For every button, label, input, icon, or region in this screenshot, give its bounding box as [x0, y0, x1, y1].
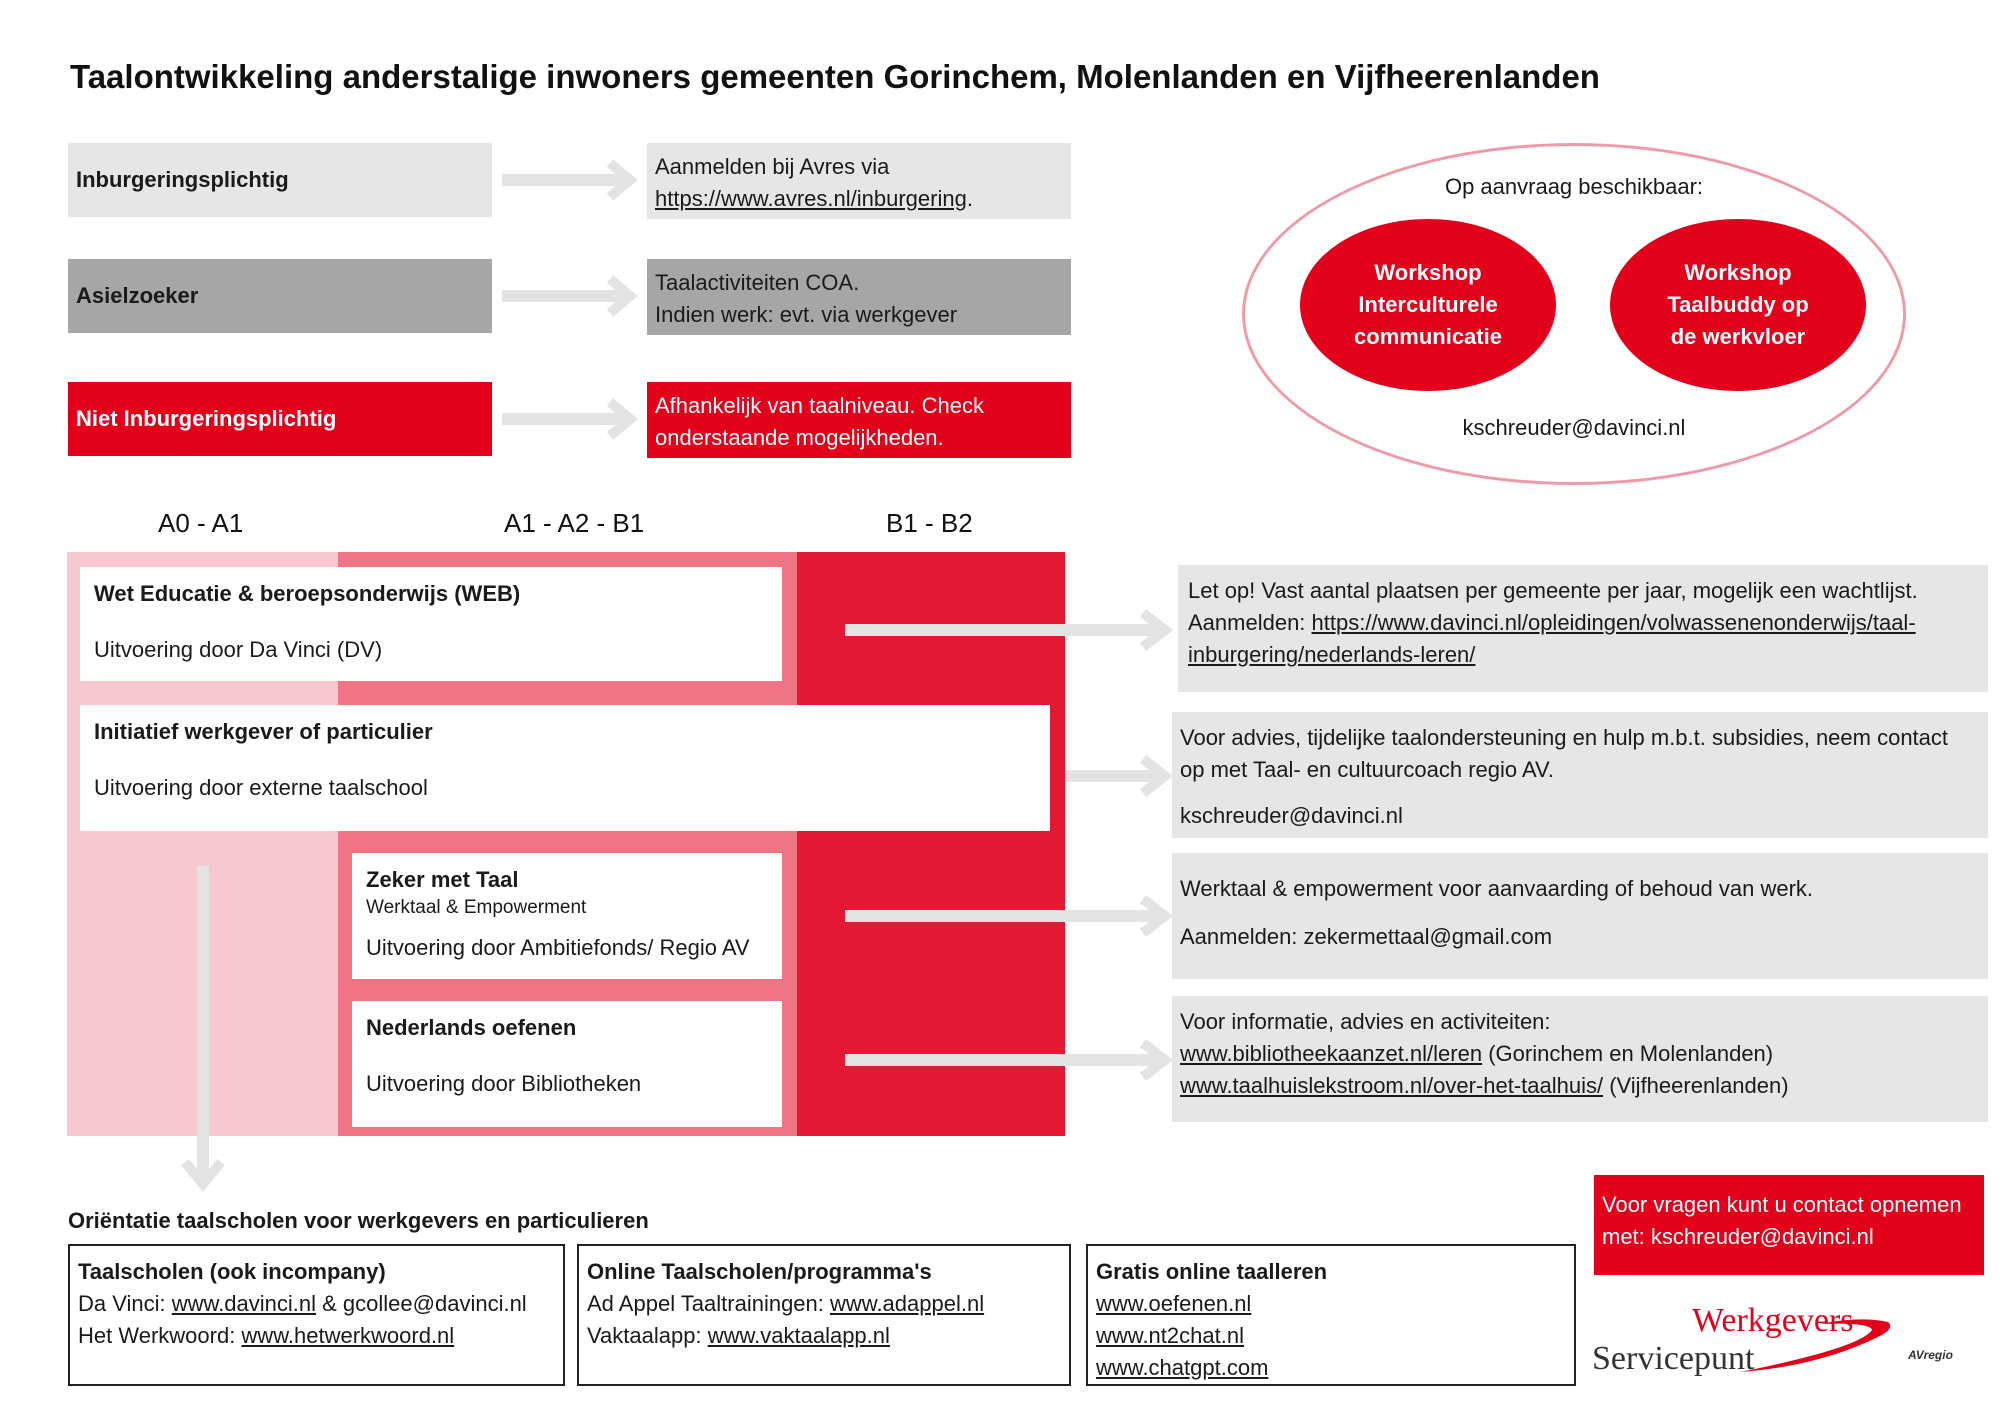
info-inburgeringsplichtig	[647, 143, 1071, 219]
info-prefix: Aanmelden:	[1188, 610, 1312, 635]
page-title: Taalontwikkeling anderstalige inwoners gemeenten Gorinchem, Molenlanden en Vijfheerenlanden	[70, 58, 1600, 95]
hetwerkwoord-link[interactable]: www.hetwerkwoord.nl	[241, 1323, 455, 1348]
workshop-line: Workshop	[1684, 260, 1792, 285]
orientation-prefix: Da Vinci:	[78, 1291, 172, 1316]
info-suffix: (Vijfheerenlanden)	[1603, 1073, 1789, 1098]
program-detail: Uitvoering door Bibliotheken	[366, 1071, 642, 1096]
orientation-title: Gratis online taalleren	[1096, 1259, 1328, 1284]
arrow-down-icon	[182, 866, 224, 1196]
workshop-taalbuddy[interactable]	[1610, 219, 1866, 391]
werkgevers-servicepunt-logo	[1590, 1300, 1953, 1390]
workshop-line: Workshop	[1374, 260, 1482, 285]
oefenen-link[interactable]: www.oefenen.nl	[1096, 1291, 1252, 1316]
info-line: Voor advies, tijdelijke taalondersteuning en hulp m.b.t. subsidies, neem contact	[1180, 725, 1949, 750]
info-line: onderstaande mogelijkheden.	[655, 425, 944, 450]
vaktaalapp-link[interactable]: www.vaktaalapp.nl	[707, 1323, 890, 1348]
workshops-header: Op aanvraag beschikbaar:	[1444, 174, 1704, 199]
info-asielzoeker	[647, 259, 1071, 335]
info-line: Indien werk: evt. via werkgever	[655, 302, 958, 327]
info-line: Aanmelden bij Avres via	[655, 154, 890, 179]
workshop-line: Interculturele	[1358, 292, 1498, 317]
taalhuis-link[interactable]: www.taalhuislekstroom.nl/over-het-taalhuis/	[1180, 1073, 1604, 1098]
orientation-suffix: & gcollee@davinci.nl	[316, 1291, 527, 1316]
program-title: Wet Educatie & beroepsonderwijs (WEB)	[94, 581, 521, 606]
info-niet-inburgeringsplichtig	[647, 382, 1071, 458]
chatgpt-link[interactable]: www.chatgpt.com	[1096, 1355, 1269, 1380]
arrow-right-icon	[500, 160, 640, 200]
program-web	[80, 567, 782, 681]
orientation-prefix: Het Werkwoord:	[78, 1323, 242, 1348]
program-title: Nederlands oefenen	[366, 1015, 577, 1040]
info-line: op met Taal- en cultuurcoach regio AV.	[1180, 757, 1554, 782]
bibliotheek-link[interactable]: www.bibliotheekaanzet.nl/leren	[1180, 1041, 1483, 1066]
info-line: Voor informatie, advies en activiteiten:	[1180, 1009, 1551, 1034]
workshop-line: de werkvloer	[1670, 324, 1806, 349]
orientation-title: Online Taalscholen/programma's	[587, 1259, 932, 1284]
arrow-right-icon	[1065, 756, 1175, 796]
info-web	[1178, 565, 1988, 692]
info-line: Taalactiviteiten COA.	[655, 270, 860, 295]
program-subtitle: Werktaal & Empowerment	[366, 897, 587, 918]
label-inburgeringsplichtig: Inburgeringsplichtig	[68, 143, 492, 217]
orientation-title: Taalscholen (ook incompany)	[78, 1259, 386, 1284]
arrow-right-icon	[845, 610, 1175, 650]
davinci-website-link[interactable]: www.davinci.nl	[171, 1291, 317, 1316]
info-line: Let op! Vast aantal plaatsen per gemeente per jaar, mogelijk een wachtlijst.	[1188, 578, 1918, 603]
logo-werkgevers: Werkgevers	[1692, 1302, 1854, 1339]
workshops-contact: kschreuder@davinci.nl	[1462, 415, 1686, 440]
logo-servicepunt: Servicepunt	[1592, 1340, 1755, 1377]
program-zeker-met-taal	[352, 853, 782, 979]
level-a1-b1: A1 - A2 - B1	[504, 508, 645, 538]
orientation-heading: Oriëntatie taalscholen voor werkgevers en particulieren	[68, 1208, 649, 1233]
workshop-intercultural[interactable]	[1300, 219, 1556, 391]
program-title: Initiatief werkgever of particulier	[94, 719, 433, 744]
arrow-right-icon	[500, 276, 640, 316]
level-a0-a1: A0 - A1	[158, 508, 244, 538]
info-line: Werktaal & empowerment voor aanvaarding of behoud van werk.	[1180, 876, 1814, 901]
adappel-link[interactable]: www.adappel.nl	[830, 1291, 985, 1316]
arrow-right-icon	[845, 896, 1175, 936]
davinci-link[interactable]: https://www.davinci.nl/opleidingen/volwassenenonderwijs/taal-	[1311, 610, 1916, 635]
level-b1-b2: B1 - B2	[886, 508, 973, 538]
avres-link[interactable]: https://www.avres.nl/inburgering	[655, 186, 967, 211]
program-title: Zeker met Taal	[366, 867, 519, 892]
label-asielzoeker: Asielzoeker	[68, 259, 492, 333]
orientation-prefix: Vaktaalapp:	[587, 1323, 708, 1348]
contact-line: Voor vragen kunt u contact opnemen	[1602, 1192, 1962, 1217]
logo-tag: AVregio	[1908, 1348, 1953, 1362]
workshop-line: Taalbuddy op	[1667, 292, 1809, 317]
orientation-gratis	[1086, 1244, 1576, 1386]
orientation-prefix: Ad Appel Taaltrainingen:	[587, 1291, 830, 1316]
info-line: Afhankelijk van taalniveau. Check	[655, 393, 984, 418]
nt2chat-link[interactable]: www.nt2chat.nl	[1096, 1323, 1244, 1348]
davinci-link-cont[interactable]: inburgering/nederlands-leren/	[1188, 642, 1476, 667]
program-detail: Uitvoering door externe taalschool	[94, 775, 428, 800]
info-suffix: (Gorinchem en Molenlanden)	[1482, 1041, 1774, 1066]
workshop-line: communicatie	[1354, 324, 1502, 349]
info-email: kschreuder@davinci.nl	[1180, 803, 1403, 828]
info-werkgever	[1172, 712, 1988, 838]
program-detail: Uitvoering door Da Vinci (DV)	[94, 637, 383, 662]
orientation-online	[577, 1244, 1071, 1386]
orientation-taalscholen	[68, 1244, 565, 1386]
info-zeker-met-taal	[1172, 853, 1988, 979]
info-bibliotheek	[1172, 996, 1988, 1122]
program-werkgever	[80, 705, 1050, 831]
info-suffix: .	[966, 186, 973, 211]
arrow-right-icon	[500, 399, 640, 439]
info-line: Aanmelden: zekermettaal@gmail.com	[1180, 924, 1553, 949]
program-nederlands-oefenen	[352, 1001, 782, 1127]
contact-box	[1594, 1175, 1984, 1275]
contact-line: met: kschreuder@davinci.nl	[1602, 1224, 1874, 1249]
program-detail: Uitvoering door Ambitiefonds/ Regio AV	[366, 935, 750, 960]
label-niet-inburgeringsplichtig: Niet Inburgeringsplichtig	[68, 382, 492, 456]
arrow-right-icon	[845, 1040, 1175, 1080]
